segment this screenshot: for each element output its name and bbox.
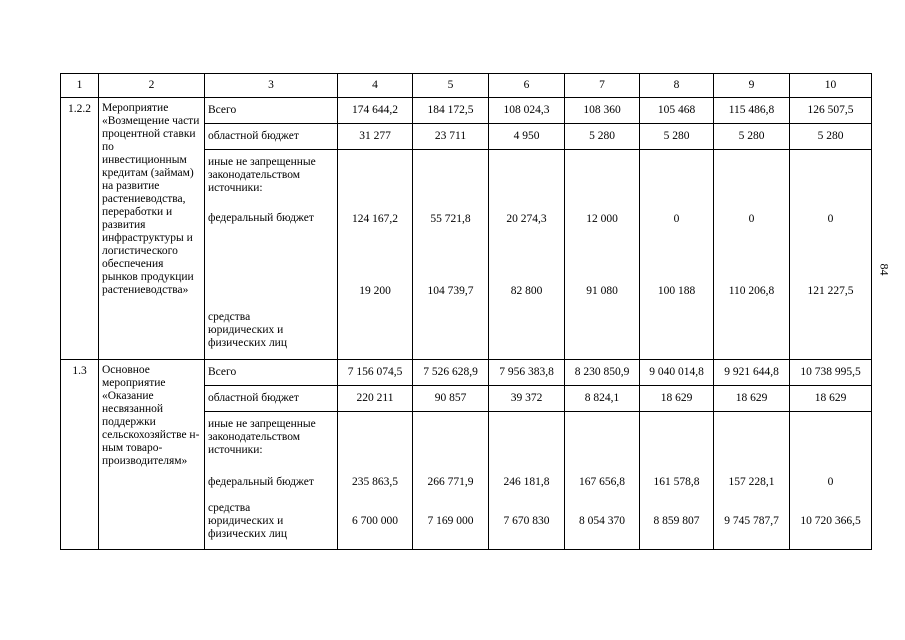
table-row	[61, 360, 872, 386]
value-cell: 20 274,3	[506, 213, 547, 225]
value-cell: 108 024,3	[489, 98, 565, 124]
value-cell: 124 167,2	[352, 213, 398, 225]
value-cell: 110 206,8	[728, 285, 775, 297]
section-name: Основное мероприятие «Оказание несвязанной поддержки сельскохозяйстве н-ным товаро-производителям»	[99, 360, 205, 550]
value-cell: 5 280	[640, 124, 714, 150]
value-cell: 7 526 628,9	[413, 360, 489, 386]
value-cell: 8 824,1	[565, 386, 640, 412]
header-cell: 2	[99, 74, 205, 98]
value-cell: 0	[748, 213, 755, 225]
header-cell: 3	[205, 74, 338, 98]
budget-table	[60, 73, 872, 550]
value-cell: 8 230 850,9	[565, 360, 640, 386]
value-cell: 100 188	[657, 285, 696, 297]
value-cell: 161 578,8	[653, 476, 700, 488]
value-cell: 105 468	[640, 98, 714, 124]
value-cell: 90 857	[413, 386, 489, 412]
header-cell: 4	[338, 74, 413, 98]
value-cell: 4 950	[489, 124, 565, 150]
federal-label: федеральный бюджет	[208, 476, 314, 488]
value-cell: 18 629	[714, 386, 790, 412]
header-cell: 7	[565, 74, 640, 98]
value-cell: 9 745 787,7	[724, 515, 779, 527]
value-cell: 7 169 000	[427, 515, 474, 527]
section-code: 1.3	[61, 360, 99, 550]
value-cell: 167 656,8	[579, 476, 625, 488]
value-cell: 91 080	[586, 285, 618, 297]
value-cell: 10 720 366,5	[800, 515, 861, 527]
sources-cell	[205, 412, 338, 550]
value-cell: 12 000	[586, 213, 618, 225]
value-cell: 19 200	[359, 285, 391, 297]
header-cell: 5	[413, 74, 489, 98]
section-code: 1.2.2	[61, 98, 99, 360]
value-cell: 104 739,7	[427, 285, 474, 297]
value-cell: 9 921 644,8	[714, 360, 790, 386]
row-label: областной бюджет	[205, 386, 338, 412]
value-cell: 0	[827, 213, 834, 225]
value-cell: 235 863,5	[352, 476, 398, 488]
value-cell: 18 629	[790, 386, 872, 412]
other-sources-label: иные не запрещенные законодательством источники:	[208, 156, 316, 194]
value-cell: 39 372	[489, 386, 565, 412]
value-cell: 82 800	[510, 285, 543, 297]
value-cell: 55 721,8	[430, 213, 471, 225]
value-cell: 8 859 807	[653, 515, 700, 527]
header-row	[61, 74, 872, 98]
value-cell: 266 771,9	[427, 476, 474, 488]
value-cell: 246 181,8	[503, 476, 550, 488]
legal-label: средства юридических и физических лиц	[208, 502, 287, 540]
value-cell: 108 360	[565, 98, 640, 124]
value-cell: 8 054 370	[579, 515, 625, 527]
section-name: Мероприятие «Возмещение части процентной ставки по инвестиционным кредитам (займам) на развитие растениеводства, переработки и развития инфраструктуры и логистического обеспечения рынков продукции растениеводства»	[99, 98, 205, 360]
value-cell: 5 280	[714, 124, 790, 150]
value-cell: 5 280	[565, 124, 640, 150]
value-cell: 10 738 995,5	[790, 360, 872, 386]
header-cell: 1	[61, 74, 99, 98]
federal-label: федеральный бюджет	[208, 212, 314, 224]
value-cell: 9 040 014,8	[640, 360, 714, 386]
legal-label: средства юридических и физических лиц	[208, 311, 287, 349]
other-sources-label: иные не запрещенные законодательством источники:	[208, 418, 316, 456]
value-cell: 220 211	[338, 386, 413, 412]
page-number: 84	[877, 263, 892, 276]
row-label: Всего	[205, 98, 338, 124]
value-cell: 126 507,5	[790, 98, 872, 124]
value-cell: 184 172,5	[413, 98, 489, 124]
value-cell: 23 711	[413, 124, 489, 150]
value-cell: 0	[827, 476, 834, 488]
value-cell: 6 700 000	[352, 515, 398, 527]
header-cell: 8	[640, 74, 714, 98]
header-cell: 9	[714, 74, 790, 98]
sources-cell	[205, 150, 338, 360]
table-row	[61, 98, 872, 124]
value-cell: 174 644,2	[338, 98, 413, 124]
value-cell: 7 956 383,8	[489, 360, 565, 386]
value-cell: 121 227,5	[807, 285, 854, 297]
header-cell: 6	[489, 74, 565, 98]
value-cell: 157 228,1	[728, 476, 775, 488]
row-label: областной бюджет	[205, 124, 338, 150]
value-cell: 31 277	[338, 124, 413, 150]
value-cell: 7 670 830	[503, 515, 550, 527]
row-label: Всего	[205, 360, 338, 386]
value-cell: 5 280	[790, 124, 872, 150]
value-cell: 7 156 074,5	[338, 360, 413, 386]
header-cell: 10	[790, 74, 872, 98]
value-cell: 18 629	[640, 386, 714, 412]
value-cell: 0	[673, 213, 680, 225]
value-cell: 115 486,8	[714, 98, 790, 124]
